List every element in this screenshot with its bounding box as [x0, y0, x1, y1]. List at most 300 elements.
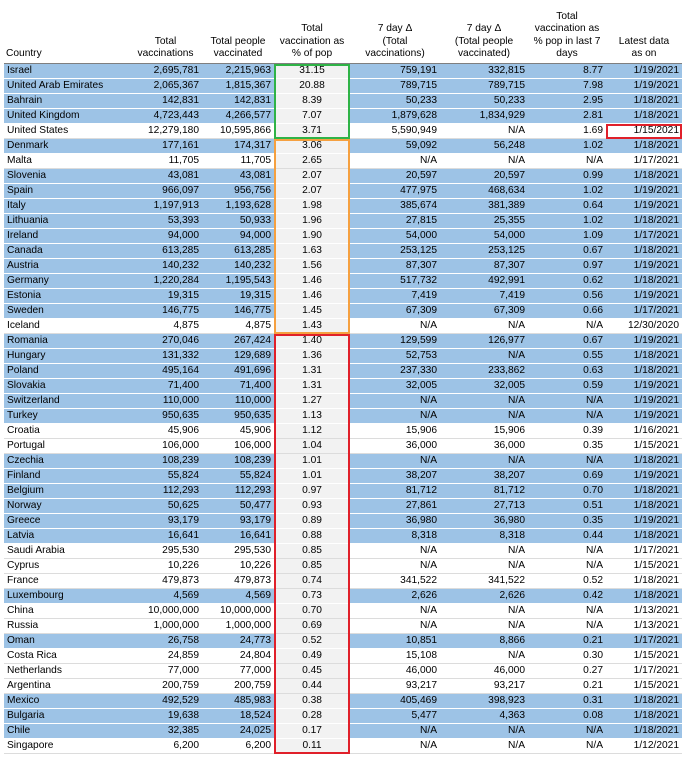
people-vaccinated-cell: 50,477	[202, 499, 274, 514]
d7-people-cell: 8,318	[440, 529, 528, 544]
d7-people-cell: 27,713	[440, 499, 528, 514]
d7-people-cell: N/A	[440, 394, 528, 409]
pct-7d-cell: N/A	[528, 454, 606, 469]
country-cell: Lithuania	[4, 214, 129, 229]
pct-7d-cell: 0.55	[528, 349, 606, 364]
d7-people-cell: 341,522	[440, 574, 528, 589]
date-cell: 1/18/2021	[606, 169, 682, 184]
pct-pop-cell: 1.90	[274, 229, 350, 244]
d7-total-cell: 36,000	[350, 439, 440, 454]
table-row	[4, 574, 682, 589]
country-cell: Estonia	[4, 289, 129, 304]
total-vaccinations-cell: 270,046	[129, 334, 202, 349]
total-vaccinations-cell: 110,000	[129, 394, 202, 409]
header-line: Latest data	[618, 35, 670, 47]
d7-people-cell: 20,597	[440, 169, 528, 184]
people-vaccinated-cell: 16,641	[202, 529, 274, 544]
country-cell: Slovakia	[4, 379, 129, 394]
d7-people-cell: 67,309	[440, 304, 528, 319]
d7-people-cell: 492,991	[440, 274, 528, 289]
pct-7d-cell: 0.44	[528, 529, 606, 544]
people-vaccinated-cell: 50,933	[202, 214, 274, 229]
date-cell: 1/19/2021	[606, 184, 682, 199]
date-cell: 1/17/2021	[606, 154, 682, 169]
date-cell: 1/18/2021	[606, 139, 682, 154]
pct-7d-cell: 7.98	[528, 79, 606, 94]
pct-7d-cell: N/A	[528, 619, 606, 634]
date-cell: 1/18/2021	[606, 349, 682, 364]
d7-people-cell: N/A	[440, 124, 528, 139]
table-row	[4, 679, 682, 694]
pct-pop-cell: 2.07	[274, 184, 350, 199]
total-vaccinations-cell: 146,775	[129, 304, 202, 319]
d7-people-cell: N/A	[440, 319, 528, 334]
pct-pop-cell: 1.27	[274, 394, 350, 409]
total-vaccinations-cell: 10,226	[129, 559, 202, 574]
people-vaccinated-cell: 4,266,577	[202, 109, 274, 124]
d7-total-cell: 517,732	[350, 274, 440, 289]
header-line: vaccination as	[534, 23, 600, 35]
pct-pop-header	[274, 3, 350, 64]
d7-people-cell: N/A	[440, 739, 528, 754]
pct-pop-cell: 8.39	[274, 94, 350, 109]
date-cell: 1/18/2021	[606, 484, 682, 499]
pct-pop-cell: 0.52	[274, 634, 350, 649]
date-cell: 1/18/2021	[606, 694, 682, 709]
country-cell: Croatia	[4, 424, 129, 439]
pct-pop-cell: 1.31	[274, 364, 350, 379]
country-cell: Mexico	[4, 694, 129, 709]
table-row	[4, 619, 682, 634]
table-row	[4, 154, 682, 169]
pct-7d-cell: 0.67	[528, 334, 606, 349]
total-vaccinations-cell: 11,705	[129, 154, 202, 169]
d7-people-cell: 56,248	[440, 139, 528, 154]
total-vaccinations-cell: 495,164	[129, 364, 202, 379]
date-cell: 1/18/2021	[606, 94, 682, 109]
d7-total-cell: N/A	[350, 409, 440, 424]
d7-total-cell: 2,626	[350, 589, 440, 604]
d7-people-cell: 4,363	[440, 709, 528, 724]
d7-total-cell: 27,815	[350, 214, 440, 229]
country-cell: Spain	[4, 184, 129, 199]
table-row	[4, 394, 682, 409]
table-row	[4, 184, 682, 199]
people-vaccinated-cell: 491,696	[202, 364, 274, 379]
table-body	[4, 64, 682, 754]
d7-total-cell: 477,975	[350, 184, 440, 199]
d7-total-cell: 385,674	[350, 199, 440, 214]
d7-total-cell: 10,851	[350, 634, 440, 649]
total-vaccinations-cell: 108,239	[129, 454, 202, 469]
pct-7d-cell: N/A	[528, 544, 606, 559]
d7-total-cell: 20,597	[350, 169, 440, 184]
d7-total-cell: 405,469	[350, 694, 440, 709]
people-vaccinated-cell: 10,000,000	[202, 604, 274, 619]
people-vaccinated-cell: 10,226	[202, 559, 274, 574]
header-line: (Total	[382, 35, 408, 47]
total-vaccinations-cell: 479,873	[129, 574, 202, 589]
d7-total-header	[350, 3, 440, 64]
date-cell: 1/18/2021	[606, 109, 682, 124]
total-vaccinations-cell: 106,000	[129, 439, 202, 454]
people-vaccinated-cell: 19,315	[202, 289, 274, 304]
pct-pop-cell: 1.96	[274, 214, 350, 229]
pct-7d-cell: 0.31	[528, 694, 606, 709]
pct-7d-cell: 1.02	[528, 184, 606, 199]
d7-total-cell: 5,477	[350, 709, 440, 724]
people-vaccinated-cell: 24,773	[202, 634, 274, 649]
d7-total-cell: 93,217	[350, 679, 440, 694]
country-cell: Costa Rica	[4, 649, 129, 664]
d7-total-cell: 81,712	[350, 484, 440, 499]
header-line: Total	[301, 23, 323, 35]
people-vaccinated-cell: 106,000	[202, 439, 274, 454]
date-cell: 1/18/2021	[606, 364, 682, 379]
d7-people-cell: 332,815	[440, 64, 528, 79]
date-cell: 1/17/2021	[606, 304, 682, 319]
date-cell: 1/18/2021	[606, 529, 682, 544]
people-vaccinated-cell: 4,569	[202, 589, 274, 604]
date-cell: 1/15/2021	[606, 679, 682, 694]
d7-total-cell: N/A	[350, 319, 440, 334]
date-cell: 1/19/2021	[606, 199, 682, 214]
pct-7d-cell: 0.64	[528, 199, 606, 214]
people-vaccinated-cell: 146,775	[202, 304, 274, 319]
total-vaccinations-cell: 16,641	[129, 529, 202, 544]
d7-people-cell: 8,866	[440, 634, 528, 649]
total-vaccinations-cell: 1,000,000	[129, 619, 202, 634]
pct-pop-cell: 0.93	[274, 499, 350, 514]
pct-7d-cell: 0.97	[528, 259, 606, 274]
people-vaccinated-cell: 479,873	[202, 574, 274, 589]
table-row	[4, 469, 682, 484]
table-row	[4, 124, 682, 139]
d7-total-cell: N/A	[350, 454, 440, 469]
total-vaccinations-cell: 12,279,180	[129, 124, 202, 139]
d7-people-cell: 25,355	[440, 214, 528, 229]
table-row	[4, 274, 682, 289]
country-cell: Italy	[4, 199, 129, 214]
date-cell: 1/15/2021	[606, 559, 682, 574]
date-cell: 1/18/2021	[606, 244, 682, 259]
d7-people-cell: 398,923	[440, 694, 528, 709]
d7-total-cell: N/A	[350, 559, 440, 574]
pct-pop-cell: 1.31	[274, 379, 350, 394]
d7-people-cell: 381,389	[440, 199, 528, 214]
d7-people-cell: 1,834,929	[440, 109, 528, 124]
pct-7d-cell: 0.52	[528, 574, 606, 589]
people-vaccinated-cell: 200,759	[202, 679, 274, 694]
pct-pop-cell: 1.56	[274, 259, 350, 274]
d7-total-cell: 789,715	[350, 79, 440, 94]
country-cell: Hungary	[4, 349, 129, 364]
d7-people-cell: N/A	[440, 409, 528, 424]
total-vaccinations-cell: 50,625	[129, 499, 202, 514]
d7-people-cell: 7,419	[440, 289, 528, 304]
country-cell: Canada	[4, 244, 129, 259]
pct-7d-cell: 0.51	[528, 499, 606, 514]
total-vaccinations-cell: 613,285	[129, 244, 202, 259]
table-row	[4, 289, 682, 304]
total-vaccinations-cell: 200,759	[129, 679, 202, 694]
total-vaccinations-cell: 2,695,781	[129, 64, 202, 79]
table-row	[4, 349, 682, 364]
pct-pop-cell: 0.88	[274, 529, 350, 544]
header-line: vaccination as	[279, 35, 345, 47]
table-row	[4, 244, 682, 259]
pct-pop-cell: 1.12	[274, 424, 350, 439]
d7-people-cell: 46,000	[440, 664, 528, 679]
country-cell: Germany	[4, 274, 129, 289]
country-cell: United States	[4, 124, 129, 139]
total-vaccinations-header	[129, 3, 202, 64]
people-vaccinated-cell: 129,689	[202, 349, 274, 364]
header-line: Total people	[210, 35, 266, 47]
table-row	[4, 694, 682, 709]
table-header	[4, 3, 682, 64]
d7-total-cell: 253,125	[350, 244, 440, 259]
d7-total-cell: 36,980	[350, 514, 440, 529]
date-cell: 1/17/2021	[606, 634, 682, 649]
pct-pop-cell: 0.49	[274, 649, 350, 664]
total-vaccinations-cell: 93,179	[129, 514, 202, 529]
table-row	[4, 634, 682, 649]
pct-pop-cell: 1.01	[274, 469, 350, 484]
d7-people-cell: N/A	[440, 454, 528, 469]
country-cell: China	[4, 604, 129, 619]
date-cell: 1/17/2021	[606, 544, 682, 559]
people-vaccinated-cell: 45,906	[202, 424, 274, 439]
total-vaccinations-cell: 4,723,443	[129, 109, 202, 124]
d7-people-cell: N/A	[440, 604, 528, 619]
date-cell: 1/19/2021	[606, 379, 682, 394]
people-vaccinated-cell: 1,195,543	[202, 274, 274, 289]
country-cell: Netherlands	[4, 664, 129, 679]
table-row	[4, 484, 682, 499]
people-vaccinated-cell: 4,875	[202, 319, 274, 334]
pct-pop-cell: 0.45	[274, 664, 350, 679]
d7-total-cell: 54,000	[350, 229, 440, 244]
pct-pop-cell: 0.97	[274, 484, 350, 499]
people-vaccinated-cell: 142,831	[202, 94, 274, 109]
header-line: vaccinations	[137, 48, 194, 60]
pct-7d-cell: 0.27	[528, 664, 606, 679]
country-cell: Ireland	[4, 229, 129, 244]
pct-pop-cell: 1.98	[274, 199, 350, 214]
total-vaccinations-cell: 2,065,367	[129, 79, 202, 94]
pct-7d-cell: 0.30	[528, 649, 606, 664]
people-vaccinated-cell: 267,424	[202, 334, 274, 349]
country-cell: Romania	[4, 334, 129, 349]
header-line: % of pop	[291, 48, 333, 60]
table-row	[4, 319, 682, 334]
pct-7d-cell: 0.99	[528, 169, 606, 184]
d7-people-header	[440, 3, 528, 64]
country-cell: Latvia	[4, 529, 129, 544]
table-row	[4, 529, 682, 544]
total-vaccinations-cell: 177,161	[129, 139, 202, 154]
total-vaccinations-cell: 492,529	[129, 694, 202, 709]
country-cell: Belgium	[4, 484, 129, 499]
pct-pop-cell: 2.65	[274, 154, 350, 169]
d7-total-cell: 5,590,949	[350, 124, 440, 139]
date-cell: 1/18/2021	[606, 709, 682, 724]
date-cell: 12/30/2020	[606, 319, 682, 334]
people-vaccinated-cell: 24,025	[202, 724, 274, 739]
total-vaccinations-cell: 77,000	[129, 664, 202, 679]
country-cell: Bahrain	[4, 94, 129, 109]
date-cell: 1/19/2021	[606, 514, 682, 529]
pct-pop-cell: 0.44	[274, 679, 350, 694]
d7-people-cell: 253,125	[440, 244, 528, 259]
total-vaccinations-cell: 55,824	[129, 469, 202, 484]
country-cell: Czechia	[4, 454, 129, 469]
header-line: (Total people	[454, 35, 514, 47]
country-cell: Russia	[4, 619, 129, 634]
table-row	[4, 604, 682, 619]
people-vaccinated-cell: 55,824	[202, 469, 274, 484]
people-vaccinated-cell: 108,239	[202, 454, 274, 469]
d7-total-cell: N/A	[350, 739, 440, 754]
country-cell: Norway	[4, 499, 129, 514]
total-vaccinations-cell: 1,197,913	[129, 199, 202, 214]
pct-pop-cell: 1.04	[274, 439, 350, 454]
header-line: % pop in last 7	[533, 35, 601, 47]
d7-total-cell: 15,906	[350, 424, 440, 439]
total-vaccinations-cell: 140,232	[129, 259, 202, 274]
pct-pop-cell: 0.11	[274, 739, 350, 754]
d7-people-cell: 468,634	[440, 184, 528, 199]
people-vaccinated-cell: 10,595,866	[202, 124, 274, 139]
table-row	[4, 139, 682, 154]
pct-7d-cell: 0.59	[528, 379, 606, 394]
date-cell: 1/15/2021	[606, 649, 682, 664]
table-row	[4, 94, 682, 109]
pct-7d-cell: 1.09	[528, 229, 606, 244]
total-vaccinations-cell: 94,000	[129, 229, 202, 244]
date-cell: 1/18/2021	[606, 274, 682, 289]
date-cell: 1/18/2021	[606, 589, 682, 604]
pct-pop-cell: 7.07	[274, 109, 350, 124]
d7-people-cell: 50,233	[440, 94, 528, 109]
people-vaccinated-cell: 24,804	[202, 649, 274, 664]
date-cell: 1/19/2021	[606, 469, 682, 484]
d7-total-cell: 27,861	[350, 499, 440, 514]
country-header	[4, 3, 129, 64]
pct-7d-cell: N/A	[528, 724, 606, 739]
people-vaccinated-cell: 11,705	[202, 154, 274, 169]
d7-total-cell: 50,233	[350, 94, 440, 109]
table-row	[4, 439, 682, 454]
d7-total-cell: 7,419	[350, 289, 440, 304]
pct-pop-cell: 0.85	[274, 544, 350, 559]
header-line: as on	[631, 48, 657, 60]
pct-7d-cell: 0.63	[528, 364, 606, 379]
pct-pop-cell: 0.70	[274, 604, 350, 619]
total-vaccinations-cell: 6,200	[129, 739, 202, 754]
pct-7d-cell: 0.35	[528, 514, 606, 529]
pct-pop-cell: 1.40	[274, 334, 350, 349]
country-cell: Finland	[4, 469, 129, 484]
people-vaccinated-cell: 1,000,000	[202, 619, 274, 634]
d7-people-cell: 81,712	[440, 484, 528, 499]
table-row	[4, 409, 682, 424]
d7-total-cell: 59,092	[350, 139, 440, 154]
country-cell: Oman	[4, 634, 129, 649]
d7-total-cell: 759,191	[350, 64, 440, 79]
pct-pop-cell: 1.13	[274, 409, 350, 424]
vaccination-table-sheet	[4, 3, 682, 754]
d7-people-cell: N/A	[440, 349, 528, 364]
d7-people-cell: N/A	[440, 559, 528, 574]
d7-people-cell: 2,626	[440, 589, 528, 604]
d7-total-cell: 32,005	[350, 379, 440, 394]
date-cell: 1/18/2021	[606, 724, 682, 739]
people-vaccinated-cell: 110,000	[202, 394, 274, 409]
people-vaccinated-cell: 2,215,963	[202, 64, 274, 79]
header-line: Country	[6, 48, 42, 60]
pct-pop-cell: 3.06	[274, 139, 350, 154]
people-vaccinated-cell: 950,635	[202, 409, 274, 424]
people-vaccinated-cell: 6,200	[202, 739, 274, 754]
country-cell: Luxembourg	[4, 589, 129, 604]
pct-7d-cell: 0.56	[528, 289, 606, 304]
d7-total-cell: 1,879,628	[350, 109, 440, 124]
country-cell: Turkey	[4, 409, 129, 424]
people-vaccinated-cell: 140,232	[202, 259, 274, 274]
d7-people-cell: N/A	[440, 154, 528, 169]
date-cell: 1/18/2021	[606, 499, 682, 514]
table-row	[4, 724, 682, 739]
total-vaccinations-cell: 4,875	[129, 319, 202, 334]
pct-7d-cell: 8.77	[528, 64, 606, 79]
people-vaccinated-cell: 94,000	[202, 229, 274, 244]
table-row	[4, 379, 682, 394]
header-line: vaccinations)	[365, 48, 425, 60]
d7-total-cell: 67,309	[350, 304, 440, 319]
table-row	[4, 589, 682, 604]
d7-people-cell: 233,862	[440, 364, 528, 379]
date-cell: 1/17/2021	[606, 229, 682, 244]
date-cell: 1/15/2021	[606, 439, 682, 454]
pct-pop-cell: 0.89	[274, 514, 350, 529]
table-row	[4, 664, 682, 679]
total-vaccinations-cell: 45,906	[129, 424, 202, 439]
country-cell: Switzerland	[4, 394, 129, 409]
date-cell: 1/15/2021	[606, 124, 682, 139]
people-vaccinated-cell: 174,317	[202, 139, 274, 154]
date-cell: 1/18/2021	[606, 454, 682, 469]
pct-pop-cell: 1.46	[274, 289, 350, 304]
d7-people-cell: 38,207	[440, 469, 528, 484]
d7-people-cell: 36,000	[440, 439, 528, 454]
country-cell: Poland	[4, 364, 129, 379]
pct-7d-cell: 0.08	[528, 709, 606, 724]
date-cell: 1/19/2021	[606, 289, 682, 304]
total-vaccinations-cell: 295,530	[129, 544, 202, 559]
pct-pop-cell: 0.85	[274, 559, 350, 574]
country-cell: France	[4, 574, 129, 589]
people-vaccinated-cell: 112,293	[202, 484, 274, 499]
d7-total-cell: N/A	[350, 604, 440, 619]
d7-people-cell: 15,906	[440, 424, 528, 439]
country-cell: Argentina	[4, 679, 129, 694]
country-cell: Bulgaria	[4, 709, 129, 724]
people-vaccinated-cell: 1,815,367	[202, 79, 274, 94]
table-row	[4, 199, 682, 214]
country-cell: Chile	[4, 724, 129, 739]
